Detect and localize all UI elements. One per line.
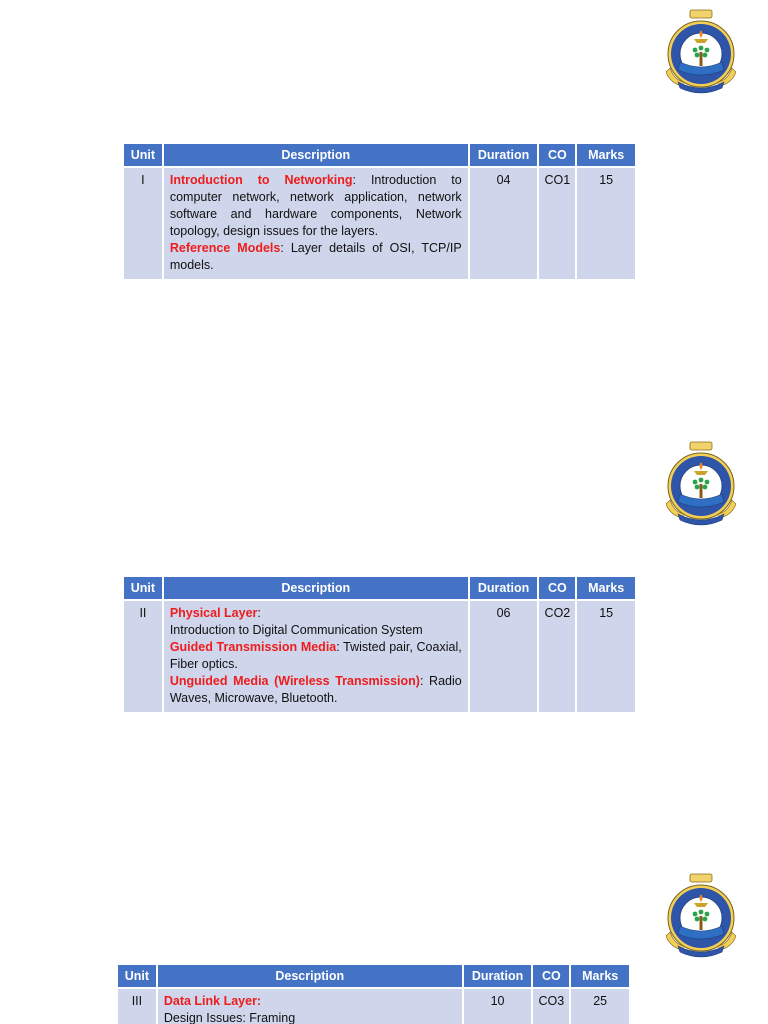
cell-duration: 10 — [464, 989, 532, 1024]
header-marks: Marks — [577, 144, 635, 168]
topic-text: : Introduction to computer network, network application, network software and hardware components, Network topology, design issues for the layers. — [169, 173, 462, 238]
topic-keyword: Introduction to Networking — [169, 173, 353, 187]
header-description: Description — [164, 144, 468, 168]
header-description: Description — [164, 577, 468, 601]
header-description: Description — [158, 965, 462, 989]
cell-co: CO2 — [539, 601, 575, 712]
cell-co: CO3 — [533, 989, 569, 1024]
institution-crest-icon — [666, 872, 736, 962]
cell-duration: 06 — [470, 601, 538, 712]
topic-keyword: Data Link Layer: — [163, 994, 262, 1008]
cell-marks: 25 — [571, 989, 629, 1024]
topic-keyword: Guided Transmission Media — [169, 640, 337, 654]
cell-co: CO1 — [539, 168, 575, 279]
header-co: CO — [539, 144, 575, 168]
cell-unit: III — [118, 989, 156, 1024]
header-marks: Marks — [577, 577, 635, 601]
table-header-row — [118, 965, 629, 989]
cell-marks: 15 — [577, 601, 635, 712]
header-duration: Duration — [470, 577, 538, 601]
header-unit: Unit — [118, 965, 156, 989]
description-line — [164, 993, 456, 1010]
cell-description — [158, 989, 462, 1024]
topic-text: : Layer details of OSI, TCP/IP models. — [169, 241, 462, 272]
topic-keyword: Physical Layer — [169, 606, 258, 620]
header-unit: Unit — [124, 144, 162, 168]
table-row — [118, 989, 629, 1024]
topic-text: Design Issues: Framing — [163, 1011, 296, 1024]
topic-text: Introduction to Digital Communication System — [169, 623, 423, 637]
header-duration: Duration — [470, 144, 538, 168]
syllabus-table-unit-3 — [116, 965, 631, 1024]
header-duration: Duration — [464, 965, 532, 989]
cell-unit: I — [124, 168, 162, 279]
topic-text: : Radio Waves, Microwave, Bluetooth. — [169, 674, 462, 705]
header-marks: Marks — [571, 965, 629, 989]
topic-text: : — [257, 606, 261, 620]
description-line — [164, 1010, 456, 1024]
topic-keyword: Unguided Media (Wireless Transmission) — [169, 674, 420, 688]
header-co: CO — [539, 577, 575, 601]
header-unit: Unit — [124, 577, 162, 601]
cell-duration: 04 — [470, 168, 538, 279]
cell-marks: 15 — [577, 168, 635, 279]
topic-keyword: Reference Models — [169, 241, 281, 255]
header-co: CO — [533, 965, 569, 989]
topic-text: : Twisted pair, Coaxial, Fiber optics. — [169, 640, 462, 671]
cell-unit: II — [124, 601, 162, 712]
